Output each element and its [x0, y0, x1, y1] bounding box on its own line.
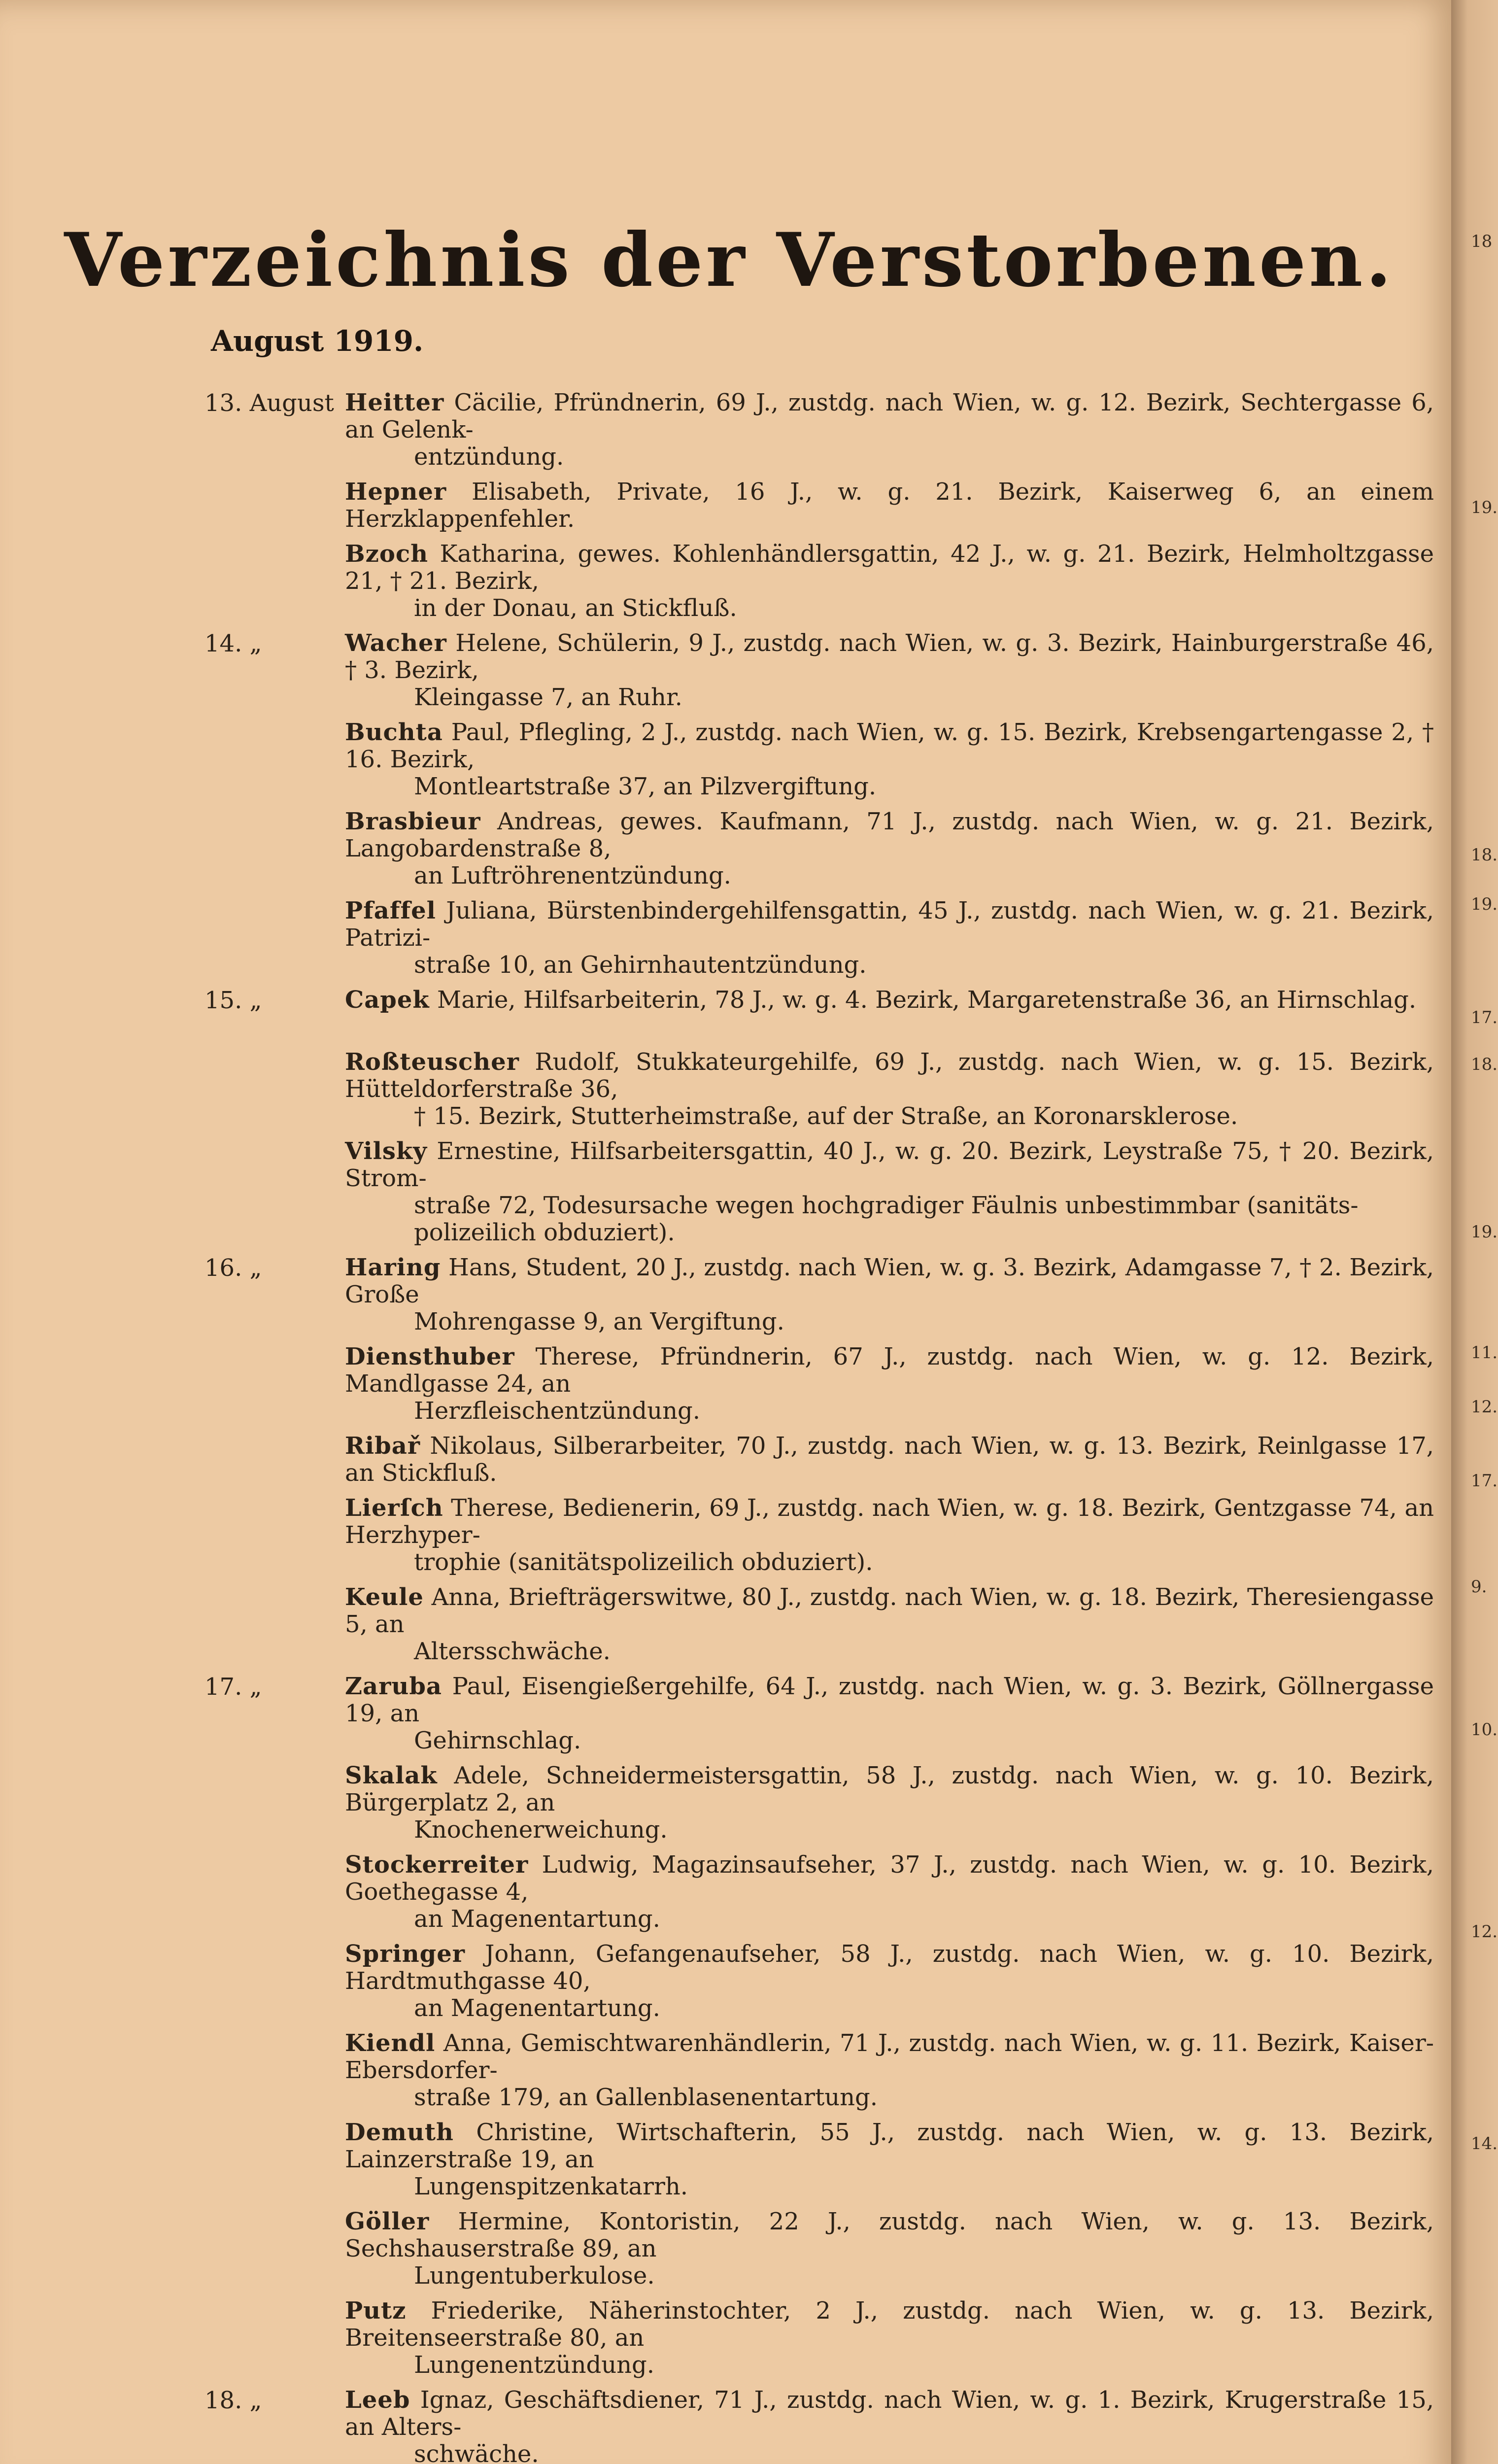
entry-continuation-line2: Lungenentzündung.	[414, 2351, 655, 2379]
list-item	[0, 1254, 1459, 1335]
entry-line-1: Therese, Pfründnerin, 67 J., zustdg. nach Wien, w. g. 12. Bezirk, Mandlgasse 24, an	[345, 1343, 1434, 1398]
entry-line-1: Anna, Gemischtwarenhändlerin, 71 J., zustdg. nach Wien, w. g. 11. Bezirk, Kaiser-Ebersdorfer-	[345, 2029, 1434, 2084]
entry-continuation-line3: polizeilich obduziert).	[414, 1219, 675, 1246]
entry-continuation-line2: Herzfleischentzündung.	[414, 1397, 700, 1425]
entry-line-1: Anna, Briefträgerswitwe, 80 J., zustdg. nach Wien, w. g. 18. Bezirk, Theresiengasse 5, an	[345, 1583, 1434, 1638]
entry-text	[345, 897, 1434, 979]
entry-continuation-line2: Kleingasse 7, an Ruhr.	[414, 684, 682, 711]
entry-text	[345, 479, 1434, 533]
list-item	[0, 1433, 1459, 1487]
entry-text	[345, 1762, 1434, 1844]
list-item	[0, 541, 1459, 622]
entry-surname: Bzoch	[345, 540, 428, 568]
entry-surname: Wacher	[345, 629, 447, 657]
entry-date: 13. August	[204, 389, 334, 417]
margin-number: 19.	[1471, 894, 1498, 914]
entry-text	[345, 2387, 1434, 2464]
list-item	[0, 1138, 1459, 1246]
entry-surname: Ribař	[345, 1432, 421, 1460]
margin-number: 12.	[1471, 1397, 1498, 1417]
list-item	[0, 2030, 1459, 2111]
list-item	[0, 1584, 1459, 1665]
entry-line-1: Paul, Eisengießergehilfe, 64 J., zustdg. nach Wien, w. g. 3. Bezirk, Göllnergasse 19, an	[345, 1673, 1434, 1727]
entry-surname: Göller	[345, 2208, 430, 2235]
margin-number: 17.	[1471, 1008, 1498, 1027]
entry-text	[345, 1254, 1434, 1335]
list-item	[0, 2297, 1459, 2379]
entry-surname: Diensthuber	[345, 1343, 515, 1370]
entry-continuation-line2: Altersschwäche.	[414, 1638, 611, 1665]
entry-surname: Springer	[345, 1940, 466, 1968]
entry-text	[345, 719, 1434, 800]
entry-date: 16. „	[204, 1254, 262, 1282]
list-item	[0, 1049, 1459, 1130]
entry-surname: Heitter	[345, 389, 444, 416]
entry-text	[345, 1673, 1434, 1754]
entry-text	[345, 2297, 1434, 2379]
entry-text	[345, 1941, 1434, 2022]
margin-number: 14.	[1471, 2134, 1498, 2154]
entry-line-1: Elisabeth, Private, 16 J., w. g. 21. Bezirk, Kaiserweg 6, an einem Herzklappenfehler.	[345, 478, 1434, 533]
entry-text	[345, 1584, 1434, 1665]
entry-continuation-line2: straße 10, an Gehirnhautentzündung.	[414, 951, 867, 979]
entry-date: 15. „	[204, 987, 262, 1014]
entry-continuation-line2: entzündung.	[414, 443, 564, 471]
entry-continuation-line2: an Luftröhrenentzündung.	[414, 862, 731, 890]
list-item	[0, 1762, 1459, 1844]
list-item	[0, 630, 1459, 711]
entry-line-1: Marie, Hilfsarbeiterin, 78 J., w. g. 4. Bezirk, Margaretenstraße 36, an Hirnschlag.	[437, 986, 1417, 1014]
entry-line-1: Christine, Wirtschafterin, 55 J., zustdg. nach Wien, w. g. 13. Bezirk, Lainzerstraße 19, an	[345, 2119, 1434, 2173]
entry-continuation-line2: Gehirnschlag.	[414, 1727, 581, 1754]
entry-continuation-line2: Lungentuberkulose.	[414, 2262, 655, 2290]
entry-continuation-line2: an Magenentartung.	[414, 1905, 660, 1933]
entry-surname: Kiendl	[345, 2029, 436, 2057]
entry-surname: Vilsky	[345, 1137, 428, 1165]
list-item	[0, 2208, 1459, 2290]
entry-date: 18. „	[204, 2387, 262, 2414]
list-item	[0, 987, 1459, 1041]
entry-surname: Zaruba	[345, 1673, 442, 1700]
entry-text	[345, 2030, 1434, 2111]
entry-surname: Stockerreiter	[345, 1851, 529, 1879]
death-register-list	[0, 389, 1459, 2464]
entry-text	[345, 808, 1434, 890]
entry-continuation-line2: schwäche.	[414, 2440, 539, 2464]
entry-continuation-line2: an Magenentartung.	[414, 1994, 660, 2022]
entry-surname: Putz	[345, 2297, 407, 2325]
entry-continuation-line2: Montleartstraße 37, an Pilzvergiftung.	[414, 773, 877, 800]
margin-number: 19.	[1471, 1222, 1498, 1242]
entry-text	[345, 389, 1434, 471]
list-item	[0, 719, 1459, 800]
entry-text	[345, 2119, 1434, 2200]
entry-text	[345, 1851, 1434, 1933]
entry-line-1: Nikolaus, Silberarbeiter, 70 J., zustdg. nach Wien, w. g. 13. Bezirk, Reinlgasse 17, an Stickfluß.	[345, 1432, 1434, 1487]
entry-surname: Buchta	[345, 719, 443, 746]
margin-number: 10.	[1471, 1720, 1498, 1740]
entry-text	[345, 1433, 1434, 1487]
entry-line-1: Friederike, Näherinstochter, 2 J., zustdg. nach Wien, w. g. 13. Bezirk, Breitenseerstraße 80, an	[345, 2297, 1434, 2352]
margin-number: 11.	[1471, 1343, 1498, 1363]
margin-number: 19.	[1471, 498, 1498, 517]
entry-line-1: Paul, Pflegling, 2 J., zustdg. nach Wien, w. g. 15. Bezirk, Krebsengartengasse 2, † 16. Bezirk,	[345, 719, 1434, 773]
list-item	[0, 897, 1459, 979]
entry-continuation-line2: trophie (sanitätspolizeilich obduziert).	[414, 1548, 873, 1576]
list-item	[0, 1673, 1459, 1754]
entry-line-1: Hermine, Kontoristin, 22 J., zustdg. nach Wien, w. g. 13. Bezirk, Sechshauserstraße 89, an	[345, 2208, 1434, 2262]
entry-surname: Haring	[345, 1254, 441, 1281]
entry-date: 17. „	[204, 1673, 262, 1701]
entry-text	[345, 1138, 1434, 1246]
entry-line-1: Rudolf, Stukkateurgehilfe, 69 J., zustdg. nach Wien, w. g. 15. Bezirk, Hütteldorferstraße 36,	[345, 1048, 1434, 1103]
list-item	[0, 479, 1459, 533]
list-item	[0, 389, 1459, 471]
entry-line-1: Ernestine, Hilfsarbeitersgattin, 40 J., w. g. 20. Bezirk, Leystraße 75, † 20. Bezirk, Strom-	[345, 1137, 1434, 1192]
entry-line-1: Ludwig, Magazinsaufseher, 37 J., zustdg. nach Wien, w. g. 10. Bezirk, Goethegasse 4,	[345, 1851, 1434, 1906]
entry-continuation-line2: in der Donau, an Stickfluß.	[414, 594, 737, 622]
entry-surname: Leeb	[345, 2386, 410, 2414]
margin-number: 9.	[1471, 1577, 1487, 1597]
list-item	[0, 2119, 1459, 2200]
entry-continuation-line2: † 15. Bezirk, Stutterheimstraße, auf der Straße, an Koronarsklerose.	[414, 1102, 1238, 1130]
entry-line-1: Hans, Student, 20 J., zustdg. nach Wien, w. g. 3. Bezirk, Adamgasse 7, † 2. Bezirk, Große	[345, 1254, 1434, 1308]
margin-number: 18.	[1471, 845, 1498, 865]
entry-surname: Pfaffel	[345, 897, 436, 924]
entry-text	[345, 630, 1434, 711]
adjacent-page-margin	[1471, 0, 1498, 2464]
entry-text	[345, 1495, 1434, 1576]
entry-surname: Skalak	[345, 1762, 438, 1789]
entry-line-1: Therese, Bedienerin, 69 J., zustdg. nach Wien, w. g. 18. Bezirk, Gentzgasse 74, an Herzhyper-	[345, 1494, 1434, 1549]
entry-surname: Hepner	[345, 478, 447, 506]
entry-surname: Capek	[345, 986, 430, 1014]
entry-continuation-line2: straße 72, Todesursache wegen hochgradiger Fäulnis unbestimmbar (sanitäts-	[414, 1192, 1359, 1219]
entry-line-1: Juliana, Bürstenbindergehilfensgattin, 45 J., zustdg. nach Wien, w. g. 21. Bezirk, Patrizi-	[345, 897, 1434, 952]
entry-continuation-line2: Mohrengasse 9, an Vergiftung.	[414, 1308, 784, 1335]
entry-surname: Lierſch	[345, 1494, 443, 1522]
entry-line-1: Cäcilie, Pfründnerin, 69 J., zustdg. nach Wien, w. g. 12. Bezirk, Sechtergasse 6, an Gelenk-	[345, 389, 1434, 444]
entry-text	[345, 2208, 1434, 2290]
margin-number: 18.	[1471, 1055, 1498, 1074]
list-item	[0, 1851, 1459, 1933]
list-item	[0, 1941, 1459, 2022]
entry-text	[345, 1049, 1434, 1130]
list-item	[0, 808, 1459, 890]
list-item	[0, 1495, 1459, 1576]
entry-line-1: Andreas, gewes. Kaufmann, 71 J., zustdg. nach Wien, w. g. 21. Bezirk, Langobardenstraße 8,	[345, 808, 1434, 862]
entry-date: 14. „	[204, 630, 262, 657]
entry-line-1: Johann, Gefangenaufseher, 58 J., zustdg. nach Wien, w. g. 10. Bezirk, Hardtmuthgasse 40,	[345, 1940, 1434, 1995]
list-item	[0, 1343, 1459, 1425]
entry-line-1: Helene, Schülerin, 9 J., zustdg. nach Wien, w. g. 3. Bezirk, Hainburgerstraße 46, † 3. Bezirk,	[345, 629, 1434, 684]
list-item	[0, 2387, 1459, 2464]
entry-continuation-line2: Lungenspitzenkatarrh.	[414, 2173, 688, 2200]
entry-text	[345, 987, 1434, 1014]
page-title: Verzeichnis der Verstorbenen.	[64, 217, 1395, 304]
margin-number: 12.	[1471, 1922, 1498, 1942]
entry-surname: Brasbieur	[345, 808, 481, 835]
month-heading: August 1919.	[211, 324, 424, 358]
entry-surname: Keule	[345, 1583, 424, 1611]
entry-continuation-line2: Knochenerweichung.	[414, 1816, 668, 1844]
entry-text	[345, 1343, 1434, 1425]
entry-line-1: Ignaz, Geschäftsdiener, 71 J., zustdg. nach Wien, w. g. 1. Bezirk, Krugerstraße 15, an Alters-	[345, 2386, 1434, 2441]
entry-line-1: Adele, Schneidermeistersgattin, 58 J., zustdg. nach Wien, w. g. 10. Bezirk, Bürgerplatz 2, an	[345, 1762, 1434, 1816]
margin-number: 18	[1471, 232, 1493, 251]
margin-number: 17.	[1471, 1471, 1498, 1491]
entry-surname: Roßteuscher	[345, 1048, 519, 1076]
entry-line-1: Katharina, gewes. Kohlenhändlersgattin, 42 J., w. g. 21. Bezirk, Helmholtzgasse 21, † 21. Bezirk,	[345, 540, 1434, 595]
entry-surname: Demuth	[345, 2119, 454, 2146]
entry-continuation-line2: straße 179, an Gallenblasenentartung.	[414, 2084, 878, 2111]
entry-text	[345, 541, 1434, 622]
